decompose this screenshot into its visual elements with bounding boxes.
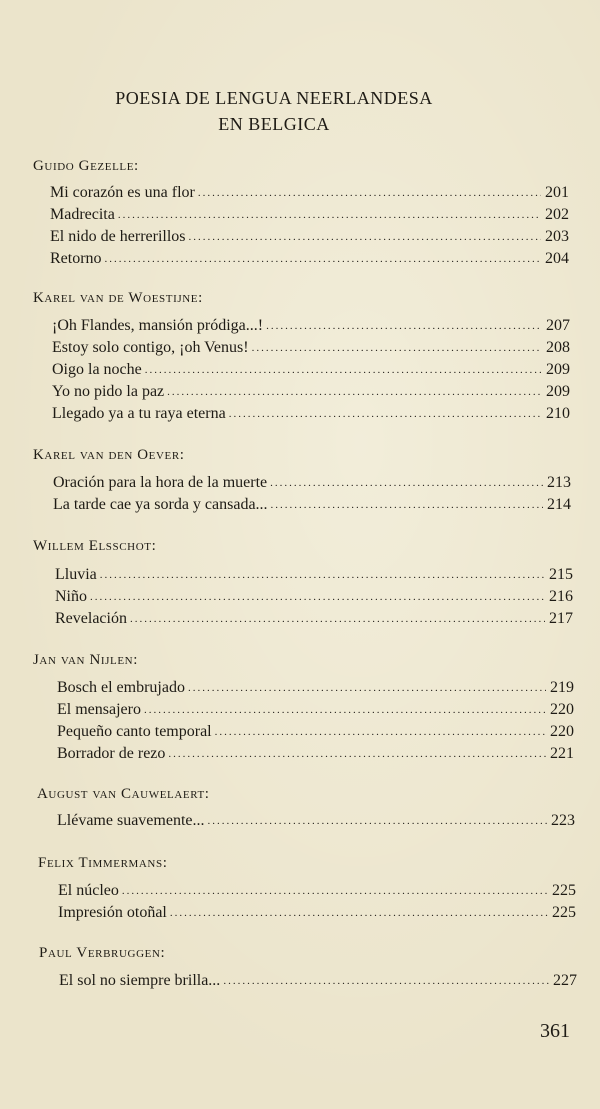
dot-leader xyxy=(144,703,546,719)
entry-page: 210 xyxy=(546,405,570,422)
entry-page: 209 xyxy=(546,383,570,400)
dot-leader xyxy=(271,498,543,514)
entry-page: 201 xyxy=(545,184,569,201)
page-number: 361 xyxy=(540,1020,570,1042)
entry-page: 217 xyxy=(549,610,573,627)
toc-entry xyxy=(57,675,574,697)
entry-page: 202 xyxy=(545,206,569,223)
toc-entry xyxy=(52,379,570,401)
dot-leader xyxy=(208,814,548,830)
toc-entry xyxy=(52,313,570,335)
entry-page: 204 xyxy=(545,250,569,267)
dot-leader xyxy=(252,341,542,357)
entry-title: Madrecita xyxy=(50,206,115,223)
toc-entry xyxy=(52,357,570,379)
entry-title: La tarde cae ya sorda y cansada... xyxy=(53,496,268,513)
entry-title: Llegado ya a tu raya eterna xyxy=(52,405,226,422)
toc-entry xyxy=(55,584,573,606)
toc-entry xyxy=(57,719,574,741)
entry-title: Revelación xyxy=(55,610,127,627)
entry-page: 207 xyxy=(546,317,570,334)
entry-page: 216 xyxy=(549,588,573,605)
dot-leader xyxy=(170,906,548,922)
entry-page: 221 xyxy=(550,745,574,762)
entry-title: Yo no pido la paz xyxy=(52,383,165,400)
entry-title: Impresión otoñal xyxy=(58,904,167,921)
author-heading: Jan van Nijlen: xyxy=(33,652,138,668)
toc-entry xyxy=(50,224,569,246)
entry-page: 225 xyxy=(552,882,576,899)
entry-page: 227 xyxy=(553,972,577,989)
dot-leader xyxy=(167,385,542,401)
dot-leader xyxy=(189,230,541,246)
dot-leader xyxy=(122,884,548,900)
entry-page: 209 xyxy=(546,361,570,378)
dot-leader xyxy=(215,725,546,741)
author-heading: Karel van de Woestijne: xyxy=(33,290,203,306)
dot-leader xyxy=(188,681,546,697)
entry-title: Retorno xyxy=(50,250,102,267)
dot-leader xyxy=(266,319,542,335)
entry-title: Oración para la hora de la muerte xyxy=(53,474,268,491)
entry-title: Pequeño canto temporal xyxy=(57,723,212,740)
entry-page: 223 xyxy=(551,812,575,829)
entry-title: Niño xyxy=(55,588,87,605)
author-heading: Willem Elsschot: xyxy=(33,538,157,554)
dot-leader xyxy=(223,974,549,990)
toc-entry xyxy=(53,492,571,514)
entry-title: Estoy solo contigo, ¡oh Venus! xyxy=(52,339,249,356)
entry-title: El sol no siempre brilla... xyxy=(59,972,221,989)
entry-title: Lluvia xyxy=(55,566,97,583)
author-heading: Felix Timmermans: xyxy=(38,855,168,871)
entry-title: Bosch el embrujado xyxy=(57,679,185,696)
dot-leader xyxy=(100,568,545,584)
entry-title: Oigo la noche xyxy=(52,361,142,378)
toc-entry xyxy=(58,878,576,900)
dot-leader xyxy=(198,186,541,202)
toc-entry xyxy=(52,401,570,423)
dot-leader xyxy=(105,252,541,268)
toc-entry xyxy=(55,606,573,628)
dot-leader xyxy=(229,407,542,423)
entry-page: 225 xyxy=(552,904,576,921)
toc-entry xyxy=(57,697,574,719)
entry-page: 219 xyxy=(550,679,574,696)
toc-entry xyxy=(53,470,571,492)
toc-entry xyxy=(52,335,570,357)
toc-entry xyxy=(57,741,574,763)
dot-leader xyxy=(270,476,543,492)
entry-title: Borrador de rezo xyxy=(57,745,166,762)
entry-page: 220 xyxy=(550,701,574,718)
dot-leader xyxy=(90,590,545,606)
dot-leader xyxy=(168,747,546,763)
toc-entry xyxy=(55,562,573,584)
toc-entry xyxy=(57,808,575,830)
entry-title: El mensajero xyxy=(57,701,141,718)
entry-title: El nido de herrerillos xyxy=(50,228,186,245)
page-title-line-1: POESIA DE LENGUA NEERLANDESA xyxy=(115,88,433,108)
author-heading: Paul Verbruggen: xyxy=(39,945,166,961)
entry-title: Llévame suavemente... xyxy=(57,812,205,829)
entry-page: 215 xyxy=(549,566,573,583)
entry-title: Mi corazón es una flor xyxy=(50,184,195,201)
toc-entry xyxy=(50,180,569,202)
author-heading: Guido Gezelle: xyxy=(33,158,139,174)
dot-leader xyxy=(145,363,542,379)
entry-page: 203 xyxy=(545,228,569,245)
entry-title: El núcleo xyxy=(58,882,119,899)
entry-page: 213 xyxy=(547,474,571,491)
page-title-line-2: EN BELGICA xyxy=(218,114,330,134)
entry-page: 214 xyxy=(547,496,571,513)
entry-page: 220 xyxy=(550,723,574,740)
dot-leader xyxy=(118,208,541,224)
toc-entry xyxy=(59,968,577,990)
author-heading: Karel van den Oever: xyxy=(33,447,185,463)
toc-entry xyxy=(58,900,576,922)
toc-entry xyxy=(50,246,569,268)
entry-page: 208 xyxy=(546,339,570,356)
entry-title: ¡Oh Flandes, mansión pródiga...! xyxy=(52,317,264,334)
dot-leader xyxy=(130,612,545,628)
toc-entry xyxy=(50,202,569,224)
author-heading: August van Cauwelaert: xyxy=(37,786,210,802)
